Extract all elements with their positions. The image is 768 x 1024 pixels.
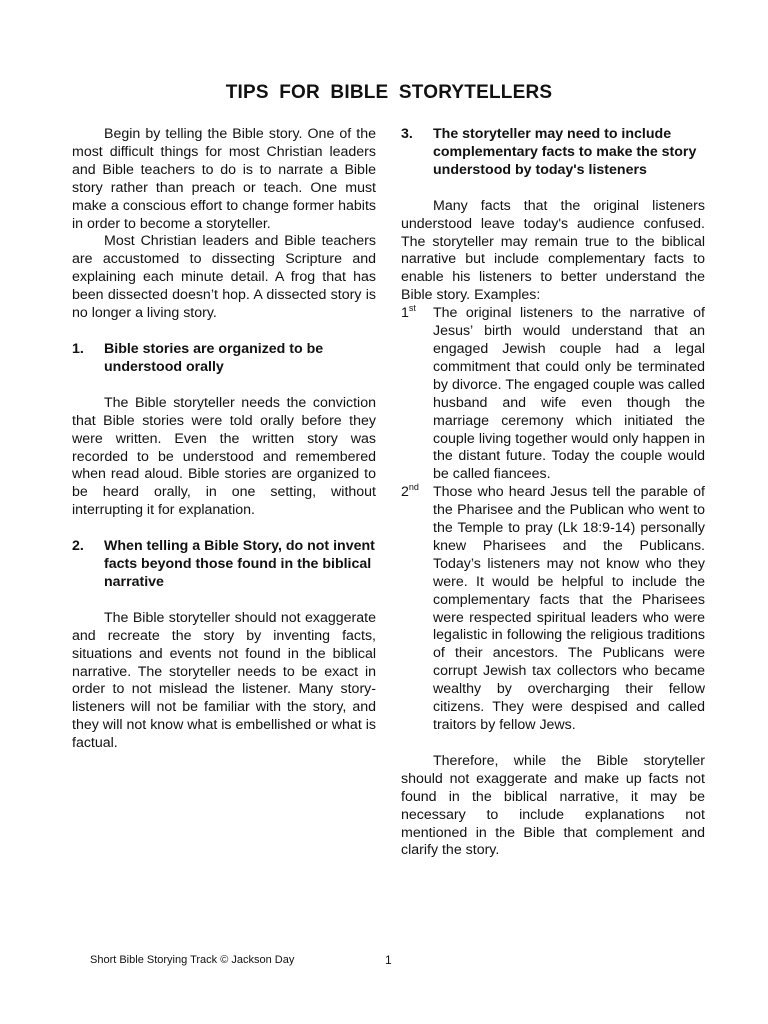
section-body: Many facts that the original listeners understood leave today's audience confused. The storyteller may remain true to the biblical narrative but include complementary facts to enable his listeners to better understand the Bible story. Examples: (401, 197, 705, 304)
example-item (401, 305, 705, 484)
section-body: The Bible storyteller needs the conviction that Bible stories were told orally before they were written. Even the written story was recorded to be understood and remembered when read aloud. Bible stories are organized to be heard orally, in one setting, without interrupting it for explanation. (72, 394, 376, 519)
intro-paragraph: Most Christian leaders and Bible teachers are accustomed to dissecting Scripture and explaining each minute detail. A frog that has been dissected doesn’t hop. A dissected story is no longer a living story. (72, 233, 376, 322)
conclusion-paragraph: Therefore, while the Bible storyteller should not exaggerate and make up facts not found in the biblical narrative, it may be necessary to include explanations not mentioned in the Bible that complement and clarify the story. (401, 752, 705, 859)
footer-credit: Short Bible Storying Track © Jackson Day (90, 954, 295, 966)
section-body: The Bible storyteller should not exaggerate and recreate the story by inventing facts, situations and events not found in the biblical narrative. The storyteller needs to be exact in order to not mislead the listener. Many story-listeners will not be familiar with the story, and they will not know what is embellished or what is factual. (72, 609, 376, 752)
intro-paragraph: Begin by telling the Bible story. One of the most difficult things for most Christian leaders and Bible teachers to do is to narrate a Bible story rather than preach or teach. One must make a conscious effort to change former habits in order to become a storyteller. (72, 126, 376, 232)
section-heading (401, 126, 705, 180)
page-number: 1 (385, 953, 392, 967)
example-ordinal: 2nd (401, 482, 419, 501)
section-heading (72, 538, 376, 592)
left-column (72, 126, 376, 753)
example-item (401, 484, 705, 735)
section-number: 2. (72, 538, 84, 555)
example-text: The original listeners to the narrative of Jesus’ birth would understand that an engaged Jewish couple had a legal commitment that could only be terminated by divorce. The engaged couple was called husband and wife even though the marriage ceremony which initiated the couple living together would only happen in the distant future. Today the couple would be called fiancees. (433, 305, 705, 483)
section-heading-text: Bible stories are organized to be understood orally (104, 340, 324, 375)
section-heading-text: When telling a Bible Story, do not invent facts beyond those found in the biblical narrative (104, 538, 375, 590)
section-number: 3. (401, 126, 413, 142)
page-title: TIPS FOR BIBLE STORYTELLERS (225, 82, 553, 103)
section-heading-text: The storyteller may need to include complementary facts to make the story understood by today's listeners (433, 126, 697, 178)
section-heading (72, 341, 376, 377)
section-number: 1. (72, 340, 84, 357)
example-text: Those who heard Jesus tell the parable of the Pharisee and the Publican who went to the Temple to pray (Lk 18:9-14) personally knew Pharisees and the Publicans. Today’s listeners may not know who they were. It would be helpful to include the complementary facts that the Pharisees were respected spiritual leaders who were legalistic in following the religious traditions of their ancestors. The Publicans were corrupt Jewish tax collectors who became wealthy by overcharging their fellow citizens. They were despised and called traitors by fellow Jews. (433, 484, 705, 733)
right-column (401, 126, 705, 860)
example-ordinal: 1st (401, 303, 416, 322)
